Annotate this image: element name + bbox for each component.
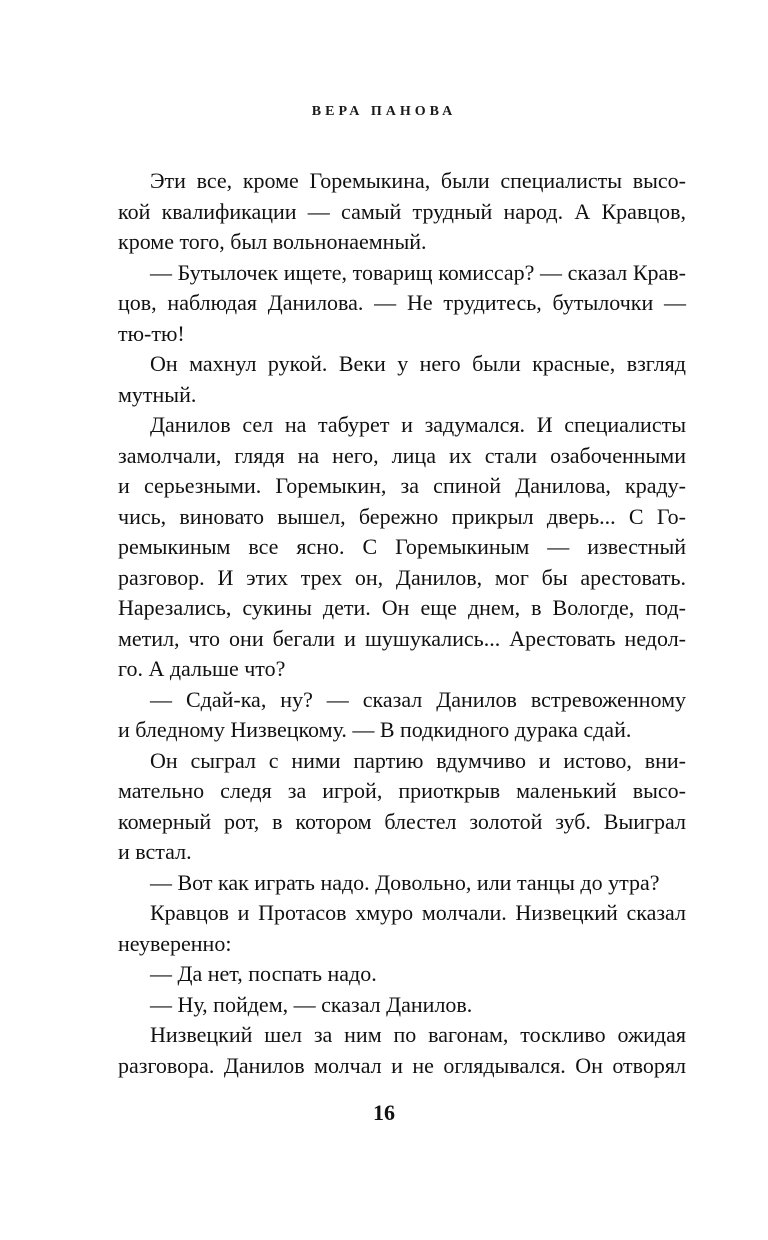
text-line: — Сдай-ка, ну? — сказал Данилов встревоженному xyxy=(150,686,686,712)
text-line: метил, что они бегали и шушукались... Арестовать недол- xyxy=(118,625,686,651)
body-text xyxy=(118,166,686,1081)
text-line: — Бутылочек ищете, товарищ комиссар? — сказал Крав- xyxy=(150,259,686,285)
text-line: неуверенно: xyxy=(118,930,232,956)
text-line: комерный рот, в котором блестел золотой зуб. Выиграл xyxy=(118,808,686,834)
text-line: цов, наблюдая Данилова. — Не трудитесь, бутылочки — xyxy=(118,290,686,315)
page-number: 16 xyxy=(373,1100,395,1125)
text-line: и серьезными. Горемыкин, за спиной Данилова, краду- xyxy=(118,473,686,498)
running-title: ВЕРА ПАНОВА xyxy=(311,104,457,119)
text-line: разговор. И этих трех он, Данилов, мог бы арестовать. xyxy=(118,564,686,590)
text-line: и бледному Низвецкому. — В подкидного дурака сдай. xyxy=(118,717,632,742)
text-line: го. А дальше что? xyxy=(118,656,286,681)
text-line: мутный. xyxy=(118,381,197,407)
text-line: чись, виновато вышел, бережно прикрыл дверь... С Го- xyxy=(118,503,686,529)
text-line: мательно следя за игрой, приоткрыв маленький высо- xyxy=(118,778,686,803)
text-line: Он махнул рукой. Веки у него были красные, взгляд xyxy=(150,351,686,376)
text-line: замолчали, глядя на него, лица их стали озабоченными xyxy=(118,442,686,468)
text-line: ремыкиным все ясно. С Горемыкиным — известный xyxy=(118,534,686,559)
text-line: Нарезались, сукины дети. Он еще днем, в Вологде, под- xyxy=(118,595,686,620)
text-line: и встал. xyxy=(118,839,192,864)
text-line: разговора. Данилов молчал и не оглядывался. Он отворял xyxy=(118,1052,686,1078)
text-line: Данилов сел на табурет и задумался. И специалисты xyxy=(150,412,686,437)
text-line: — Да нет, поспать надо. xyxy=(150,961,377,986)
text-line: Кравцов и Протасов хмуро молчали. Низвецкий сказал xyxy=(150,900,686,925)
text-line: тю-тю! xyxy=(118,320,185,346)
text-line: Эти все, кроме Горемыкина, были специалисты высо- xyxy=(150,168,686,193)
text-line: Он сыграл с ними партию вдумчиво и истово, вни- xyxy=(150,747,686,773)
text-line: — Ну, пойдем, — сказал Данилов. xyxy=(150,991,473,1017)
text-line: — Вот как играть надо. Довольно, или танцы до утра? xyxy=(150,869,660,895)
text-line: кой квалификации — самый трудный народ. А Кравцов, xyxy=(118,198,686,224)
text-line: кроме того, был вольнонаемный. xyxy=(118,229,427,254)
text-line: Низвецкий шел за ним по вагонам, тоскливо ожидая xyxy=(150,1022,686,1047)
